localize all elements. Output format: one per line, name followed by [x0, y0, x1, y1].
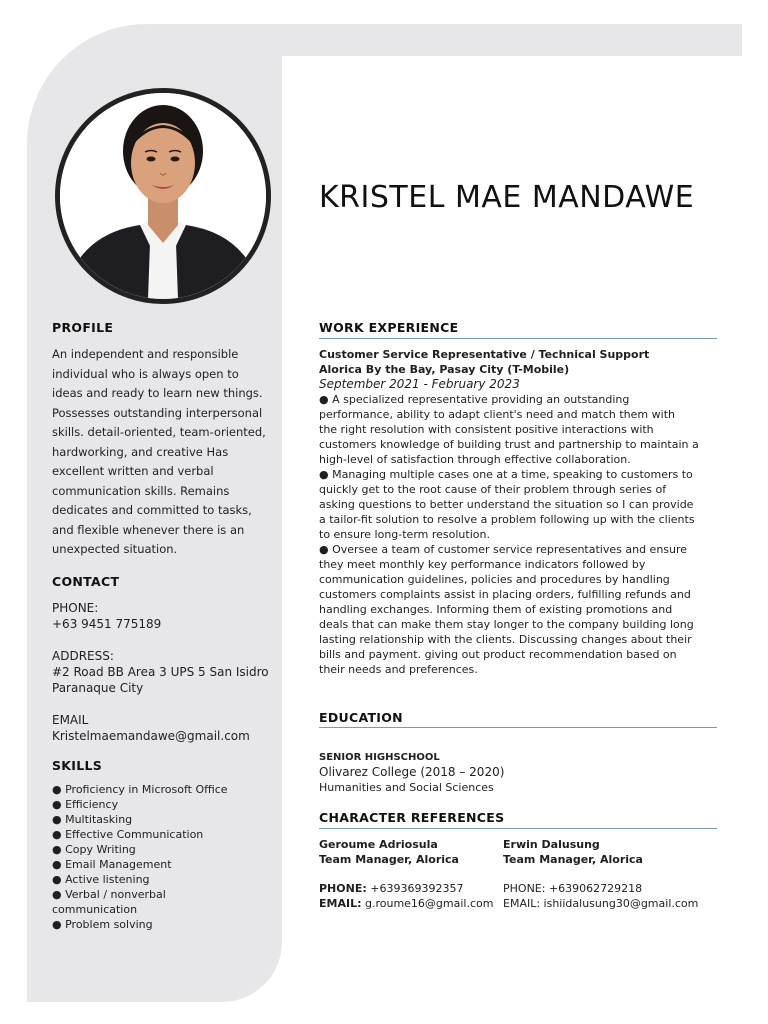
- profile-line: unexpected situation.: [52, 542, 178, 556]
- job-line: high-level of satisfaction through effective collaboration.: [319, 453, 631, 466]
- skill-item: ● Multitasking: [52, 813, 133, 826]
- skill-item: ● Copy Writing: [52, 843, 136, 856]
- job-line: customers complaints assist in placing orders, fulfilling refunds and: [319, 588, 691, 601]
- job-line: bills and payment. giving out product recommendation based on: [319, 648, 677, 661]
- skill-item: communication: [52, 903, 138, 916]
- profile-line: skills. detail-oriented, team-oriented,: [52, 425, 266, 439]
- skill-item: ● Verbal / nonverbal: [52, 888, 166, 901]
- profile-line: hardworking, and creative Has: [52, 444, 229, 459]
- top-curve: [282, 56, 742, 136]
- education-divider: [319, 727, 717, 728]
- person-portrait-icon: [60, 93, 266, 299]
- job-line: communication guidelines, policies and procedures by handling: [319, 573, 670, 586]
- profile-line: communication skills. Remains: [52, 483, 230, 498]
- profile-line: Possesses outstanding interpersonal: [52, 405, 263, 420]
- education-school: Olivarez College (2018 – 2020): [319, 765, 505, 779]
- reference-role: Team Manager, Alorica: [503, 853, 643, 866]
- job-line: their needs and preferences.: [319, 663, 478, 676]
- work-heading: WORK EXPERIENCE: [319, 320, 459, 335]
- skill-item: ● Email Management: [52, 858, 172, 871]
- reference-role: Team Manager, Alorica: [319, 853, 459, 866]
- candidate-name: KRISTEL MAE MANDAWE: [319, 180, 695, 215]
- address-line: Paranaque City: [52, 681, 144, 695]
- reference-phone-label: PHONE:: [503, 882, 546, 895]
- education-strand: Humanities and Social Sciences: [319, 781, 494, 794]
- work-divider: [319, 338, 717, 339]
- job-line: to ensure long-term resolution.: [319, 528, 490, 541]
- job-line: quickly get to the root cause of their problem through series of: [319, 483, 667, 496]
- reference-card: [319, 837, 499, 911]
- skill-item: ● Effective Communication: [52, 828, 204, 841]
- profile-photo: [55, 88, 271, 304]
- skill-item: ● Active listening: [52, 873, 150, 886]
- profile-text: [52, 345, 282, 560]
- profile-line: excellent written and verbal: [52, 464, 214, 478]
- address-label: ADDRESS:: [52, 649, 114, 663]
- references-divider: [319, 828, 717, 829]
- job-line: performance, ability to adapt client's need and match them with: [319, 408, 675, 421]
- contact-block: [52, 600, 282, 744]
- job-title: Customer Service Representative / Technical Support: [319, 348, 650, 361]
- reference-phone: +639062729218: [545, 882, 643, 895]
- education-block: [319, 750, 719, 795]
- address-line: #2 Road BB Area 3 UPS 5 San Isidro: [52, 665, 269, 679]
- email-value: Kristelmaemandawe@gmail.com: [52, 729, 250, 743]
- reference-phone: +639369392357: [366, 882, 464, 895]
- job-line: the right resolution with consistent positive interactions with: [319, 423, 654, 436]
- phone-label: PHONE:: [52, 601, 99, 615]
- contact-heading: CONTACT: [52, 574, 120, 589]
- skills-list: [52, 782, 277, 932]
- skill-item: ● Proficiency in Microsoft Office: [52, 783, 228, 796]
- reference-email: ishiidalusung30@gmail.com: [540, 897, 699, 910]
- reference-card: [503, 837, 723, 911]
- reference-name: Geroume Adriosula: [319, 838, 438, 851]
- job-line: customers knowledge of building trust and partnership to maintain a: [319, 438, 699, 451]
- skill-item: ● Problem solving: [52, 918, 153, 931]
- profile-line: and flexible whenever there is an: [52, 522, 245, 537]
- job-line: they meet monthly key performance indicators followed by: [319, 558, 646, 571]
- reference-phone-label: PHONE:: [319, 882, 367, 895]
- job-line: a tailor-fit solution to resolve a problem following up with the clients: [319, 513, 695, 526]
- job-company: Alorica By the Bay, Pasay City (T-Mobile): [319, 363, 570, 376]
- work-block: [319, 347, 719, 677]
- reference-email-label: EMAIL:: [319, 897, 362, 910]
- skills-heading: SKILLS: [52, 758, 103, 773]
- reference-name: Erwin Dalusung: [503, 838, 600, 851]
- job-line: handling exchanges. Informing them of existing promotions and: [319, 603, 673, 616]
- education-heading: EDUCATION: [319, 710, 403, 725]
- job-line: ● Oversee a team of customer service representatives and ensure: [319, 543, 688, 556]
- phone-value: +63 9451 775189: [52, 617, 162, 631]
- profile-heading: PROFILE: [52, 320, 114, 335]
- reference-email: g.roume16@gmail.com: [361, 897, 494, 910]
- job-dates: September 2021 - February 2023: [319, 377, 520, 391]
- email-label: EMAIL: [52, 713, 89, 727]
- job-line: ● Managing multiple cases one at a time, speaking to customers to: [319, 468, 693, 481]
- job-line: deals that can make them stay longer to the company building long: [319, 618, 694, 631]
- references-heading: CHARACTER REFERENCES: [319, 810, 505, 825]
- profile-line: An independent and responsible: [52, 347, 239, 361]
- reference-email-label: EMAIL:: [503, 897, 541, 910]
- top-band: [200, 24, 742, 56]
- job-line: asking questions to better understand the situation so I can provide: [319, 498, 694, 511]
- education-level: SENIOR HIGHSCHOOL: [319, 752, 440, 763]
- job-line: ● A specialized representative providing an outstanding: [319, 393, 630, 406]
- skill-item: ● Efficiency: [52, 798, 119, 811]
- profile-line: individual who is always open to: [52, 366, 239, 381]
- profile-line: dedicates and committed to tasks,: [52, 503, 252, 517]
- job-line: lasting relationship with the clients. Discussing changes about their: [319, 633, 692, 646]
- profile-line: ideas and ready to learn new things.: [52, 386, 263, 400]
